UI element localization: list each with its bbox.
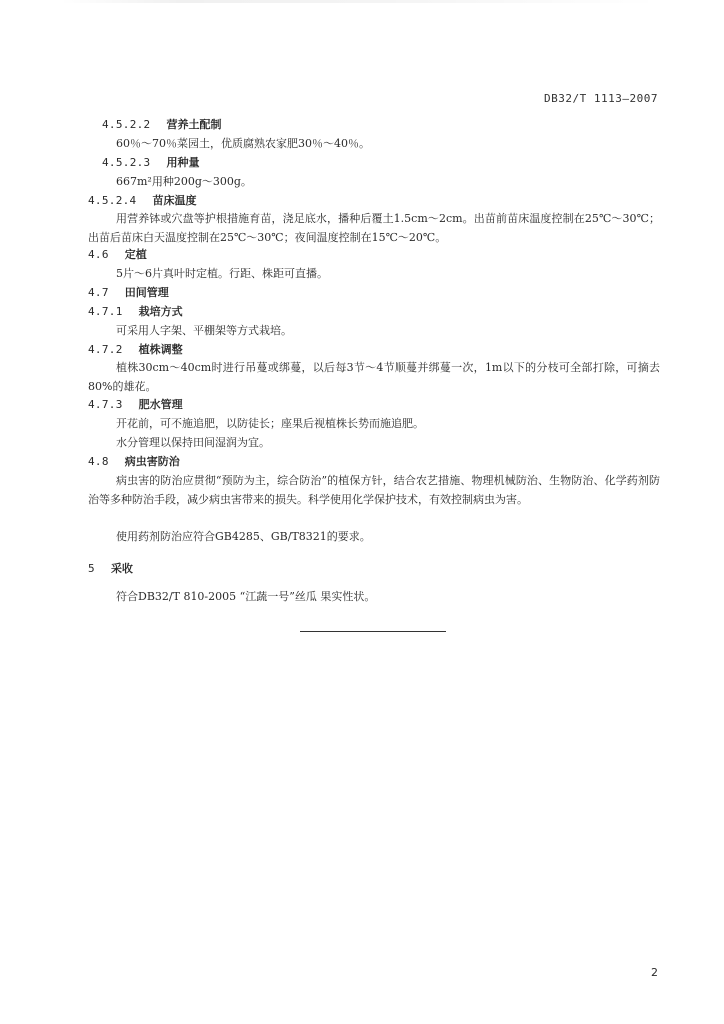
section-title: 栽培方式 xyxy=(138,305,183,318)
section-heading-5 xyxy=(88,562,133,576)
section-title: 采收 xyxy=(110,562,133,575)
section-heading-46 xyxy=(88,248,147,262)
scan-artifact xyxy=(60,0,660,3)
section-title: 田间管理 xyxy=(124,286,169,299)
section-heading-473 xyxy=(88,398,183,412)
paragraph: 5片～6片真叶时定植。行距、株距可直播。 xyxy=(116,267,328,280)
section-number: 4.7.2 xyxy=(88,343,123,356)
section-number: 4.6 xyxy=(88,248,109,261)
paragraph: 可采用人字架、平棚架等方式栽培。 xyxy=(116,324,292,337)
section-heading-4524 xyxy=(88,194,196,208)
section-title: 病虫害防治 xyxy=(124,455,180,468)
section-title: 肥水管理 xyxy=(138,398,183,411)
paragraph: 水分管理以保持田间湿润为宜。 xyxy=(116,436,270,449)
paragraph: 符合DB32/T 810-2005 “江蔬一号”丝瓜 果实性状。 xyxy=(116,590,376,603)
paragraph: 667m²用种200g～300g。 xyxy=(116,175,252,188)
section-number: 4.5.2.2 xyxy=(102,118,151,131)
section-number: 5 xyxy=(88,562,95,575)
section-number: 4.7 xyxy=(88,286,109,299)
paragraph: 使用药剂防治应符合GB4285、GB/T8321的要求。 xyxy=(116,530,371,543)
paragraph: 植株30cm～40cm时进行吊蔓或绑蔓，以后每3节～4节顺蔓并绑蔓一次，1m以下的分枝可全部打除，可摘去80%的雄花。 xyxy=(88,361,660,393)
section-heading-4522 xyxy=(102,118,221,132)
section-title: 用种量 xyxy=(166,156,200,169)
paragraph: 开花前，可不施追肥，以防徒长；座果后视植株长势而施追肥。 xyxy=(116,417,424,430)
end-rule xyxy=(300,631,446,632)
section-title: 植株调整 xyxy=(138,343,183,356)
section-number: 4.7.1 xyxy=(88,305,123,318)
paragraph: 用营养钵或穴盘等护根措施育苗，浇足底水，播种后覆土1.5cm～2cm。出苗前苗床温度控制在25℃～30℃；出苗后苗床白天温度控制在25℃～30℃；夜间温度控制在15℃～20℃。 xyxy=(88,212,660,244)
section-number: 4.5.2.4 xyxy=(88,194,137,207)
section-heading-47 xyxy=(88,286,169,300)
section-number: 4.7.3 xyxy=(88,398,123,411)
document-code: DB32/T 1113—2007 xyxy=(544,92,658,105)
page-number: 2 xyxy=(651,966,658,979)
section-heading-4523 xyxy=(102,156,199,170)
section-number: 4.8 xyxy=(88,455,109,468)
section-heading-472 xyxy=(88,343,183,357)
section-title: 苗床温度 xyxy=(152,194,197,207)
paragraph: 60％～70％菜园土，优质腐熟农家肥30％～40％。 xyxy=(116,137,370,150)
paragraph: 病虫害的防治应贯彻“预防为主，综合防治”的植保方针，结合农艺措施、物理机械防治、生物防治、化学药剂防治等多种防治手段，减少病虫害带来的损失。科学使用化学保护技术，有效控制病虫为害。 xyxy=(88,474,660,506)
section-heading-471 xyxy=(88,305,183,319)
section-title: 定植 xyxy=(124,248,147,261)
section-number: 4.5.2.3 xyxy=(102,156,151,169)
section-title: 营养土配制 xyxy=(166,118,222,131)
section-heading-48 xyxy=(88,455,180,469)
